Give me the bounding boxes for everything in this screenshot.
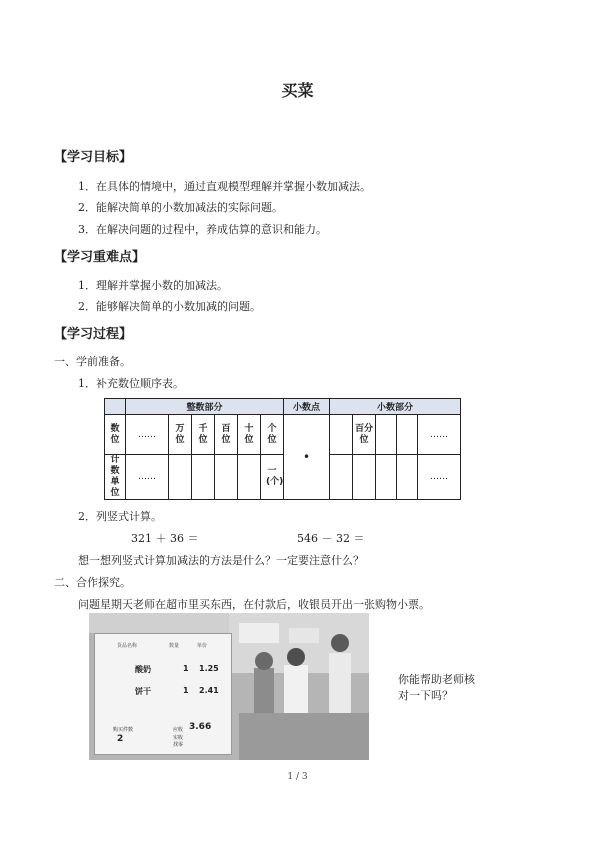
goal-item: 3．在解决问题的过程中，养成估算的意识和能力。	[78, 223, 327, 236]
page-title: 买菜	[281, 81, 314, 100]
place-bai: 百位	[215, 415, 238, 455]
problem-text: 问题星期天老师在超市里买东西，在付款后，收银员开出一张购物小票。	[78, 598, 430, 611]
row-label-unit: 计数单位	[105, 455, 126, 500]
side-question: 你能帮助老师核	[398, 673, 475, 686]
keypoint-item: 1．理解并掌握小数的加减法。	[78, 279, 228, 292]
place-qian: 千位	[192, 415, 215, 455]
place-tenths	[330, 415, 353, 455]
ellipsis-cell: ……	[418, 455, 461, 500]
unit-cell	[192, 455, 215, 500]
decimal-header: 小数部分	[330, 399, 461, 415]
receipt-change-label: 找零	[173, 742, 184, 748]
process-item: 2．列竖式计算。	[78, 510, 162, 523]
corner-cell	[105, 399, 126, 415]
section-process: 【学习过程】	[54, 327, 133, 342]
section-keypoints: 【学习重难点】	[54, 250, 146, 265]
receipt-total-value: 3.66	[189, 722, 212, 732]
unit-cell	[169, 455, 192, 500]
decimal-point-cell: •	[284, 415, 330, 500]
unit-cell	[397, 455, 418, 500]
goal-item: 1．在具体的情境中，通过直观模型理解并掌握小数加减法。	[78, 180, 371, 193]
place-empty	[397, 415, 418, 455]
receipt-total-label: 应收	[173, 727, 184, 733]
calc-expression: 321 ＋ 36 ＝	[131, 532, 199, 545]
receipt	[94, 633, 232, 755]
ellipsis-cell: ……	[418, 415, 461, 455]
side-question: 对一下吗？	[398, 689, 453, 702]
calc-expression: 546 － 32 ＝	[297, 532, 365, 545]
unit-cell	[353, 455, 376, 500]
unit-cell	[330, 455, 353, 500]
process-item: 1．补充数位顺序表。	[78, 377, 184, 390]
receipt-row	[135, 686, 219, 697]
receipt-col-name: 货品名称	[117, 643, 138, 649]
point-header: 小数点	[284, 399, 330, 415]
receipt-count-value: 2	[117, 734, 124, 744]
ellipsis-cell: ……	[126, 415, 169, 455]
receipt-item-name: 酸奶	[135, 665, 151, 674]
place-ge: 个位	[261, 415, 284, 455]
integer-header: 整数部分	[126, 399, 284, 415]
receipt-item-qty: 1	[183, 686, 189, 695]
receipt-row	[135, 664, 219, 675]
unit-cell	[238, 455, 261, 500]
receipt-item-name: 饼干	[135, 687, 151, 696]
goal-item: 2．能解决简单的小数加减法的实际问题。	[78, 201, 283, 214]
unit-one: 一(个)	[261, 455, 284, 500]
receipt-item-price: 2.41	[199, 686, 219, 695]
ellipsis-cell: ……	[126, 455, 169, 500]
place-value-table	[104, 398, 461, 500]
unit-cell	[376, 455, 397, 500]
part-heading: 二、合作探究。	[54, 576, 131, 589]
place-thousandths	[376, 415, 397, 455]
row-label-place: 数位	[105, 415, 126, 455]
page-number: 1 / 3	[287, 772, 308, 782]
part-heading: 一、学前准备。	[54, 355, 131, 368]
place-wan: 万位	[169, 415, 192, 455]
place-shi: 十位	[238, 415, 261, 455]
unit-cell	[215, 455, 238, 500]
receipt-header-row	[117, 642, 227, 649]
section-goals: 【学习目标】	[54, 150, 133, 165]
receipt-paid-label: 实收	[173, 735, 184, 741]
supermarket-photo	[89, 613, 369, 760]
keypoint-item: 2．能够解决简单的小数加减的问题。	[78, 300, 261, 313]
place-hundredths: 百分位	[353, 415, 376, 455]
think-question: 想一想列竖式计算加减法的方法是什么？一定要注意什么？	[78, 554, 364, 567]
receipt-col-price: 单价	[197, 643, 208, 649]
receipt-col-qty: 数量	[169, 643, 180, 649]
receipt-item-price: 1.25	[199, 664, 219, 673]
receipt-count-label: 购买件数	[113, 727, 134, 733]
receipt-item-qty: 1	[183, 664, 189, 673]
